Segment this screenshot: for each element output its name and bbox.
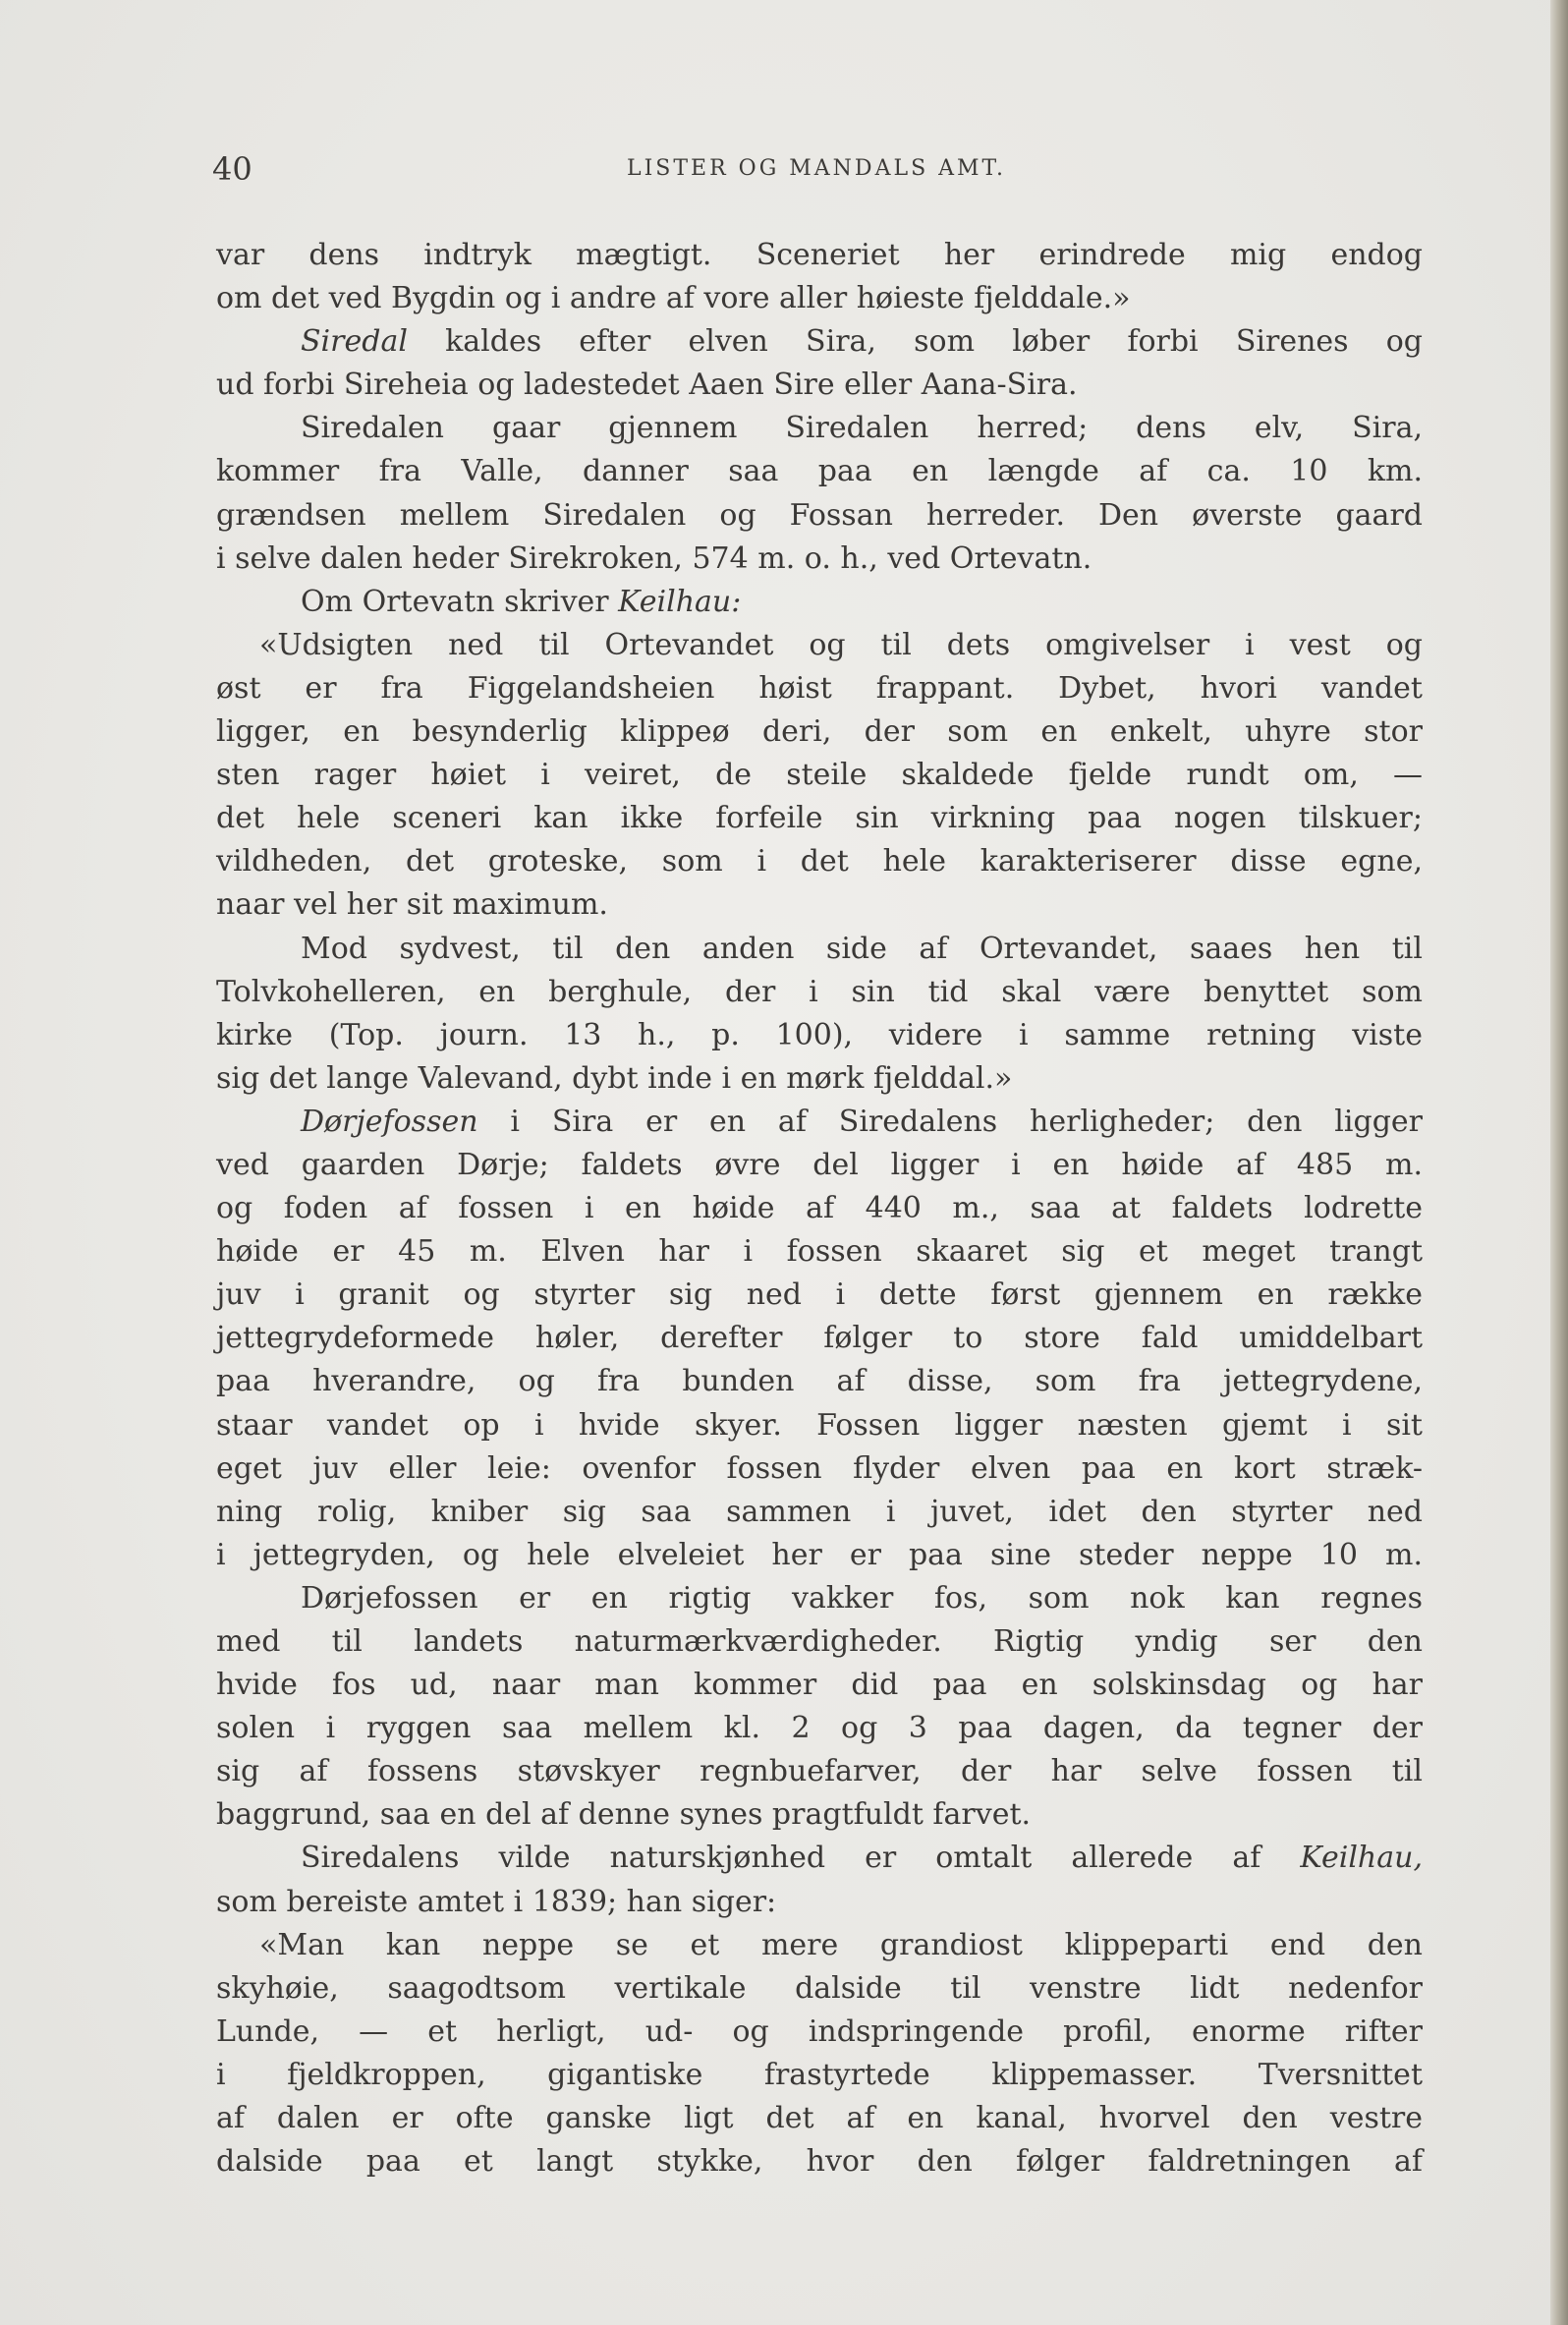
text-line: [216, 883, 1423, 927]
line-text: i Sira er en af Siredalens herligheder; den ligger: [477, 1104, 1423, 1139]
text-line: [216, 407, 1423, 450]
text-line: [216, 1837, 1423, 1880]
line-text: naar vel her sit maximum.: [216, 887, 608, 923]
text-line: [216, 840, 1423, 883]
line-text: som bereiste amtet i 1839; han siger:: [216, 1884, 777, 1919]
body-text: [216, 234, 1423, 2183]
text-line: [216, 1620, 1423, 1664]
text-line: [216, 234, 1423, 277]
text-line: [216, 1924, 1423, 1967]
line-text: Dørjefossen er en rigtig vakker fos, som nok kan regnes: [301, 1580, 1423, 1616]
line-text: jettegrydeformede høler, derefter følger to store fald umiddelbart: [216, 1321, 1423, 1356]
italic-term: Siredal: [301, 324, 408, 360]
line-text: ved gaarden Dørje; faldets øvre del ligger i en høide af 485 m.: [216, 1147, 1423, 1182]
page-edge: [1550, 0, 1568, 2325]
text-line: [216, 1793, 1423, 1837]
line-text: solen i ryggen saa mellem kl. 2 og 3 paa dagen, da tegner der: [216, 1711, 1423, 1746]
italic-author: Keilhau,: [1300, 1841, 1423, 1876]
text-line: [216, 581, 1423, 624]
line-text: det hele sceneri kan ikke forfeile sin virkning paa nogen tilskuer;: [216, 801, 1423, 836]
line-text: vildheden, det groteske, som i det hele karakteriserer disse egne,: [216, 844, 1423, 879]
line-text: baggrund, saa en del af denne synes pragtfuldt farvet.: [216, 1797, 1032, 1833]
text-line: [216, 364, 1423, 407]
text-line: [216, 1317, 1423, 1360]
text-line: [216, 1360, 1423, 1403]
line-text: i jettegryden, og hele elveleiet her er paa sine steder neppe 10 m.: [216, 1537, 1423, 1572]
text-line: [216, 1491, 1423, 1534]
line-text: eget juv eller leie: ovenfor fossen flyder elven paa en kort stræk-: [216, 1450, 1423, 1486]
text-line: [216, 667, 1423, 710]
text-line: [216, 2140, 1423, 2183]
line-text: Om Ortevatn skriver: [301, 584, 619, 619]
text-line: [216, 1404, 1423, 1447]
line-text: med til landets naturmærkværdigheder. Rigtig yndig ser den: [216, 1624, 1423, 1659]
line-text: i fjeldkroppen, gigantiske frastyrtede klippemasser. Tversnittet: [216, 2057, 1423, 2092]
line-text: af dalen er ofte ganske ligt det af en kanal, hvorvel den vestre: [216, 2101, 1423, 2136]
line-text: staar vandet op i hvide skyer. Fossen ligger næsten gjemt i sit: [216, 1407, 1423, 1443]
text-line: [216, 1057, 1423, 1101]
text-line: [216, 1967, 1423, 2011]
line-text: skyhøie, saagodtsom vertikale dalside til venstre lidt nedenfor: [216, 1970, 1423, 2006]
line-text: ud forbi Sireheia og ladestedet Aaen Sire eller Aana-Sira.: [216, 368, 1078, 403]
line-text: høide er 45 m. Elven har i fossen skaaret sig et meget trangt: [216, 1234, 1423, 1270]
line-text: og foden af fossen i en høide af 440 m., saa at faldets lodrette: [216, 1191, 1423, 1226]
text-line: [216, 1664, 1423, 1707]
text-line: [216, 754, 1423, 797]
text-line: [216, 1101, 1423, 1144]
page-header: [212, 150, 1421, 199]
running-title: LISTER OG MANDALS AMT.: [627, 156, 1006, 181]
text-line: [216, 1750, 1423, 1793]
line-text: Siredalen gaar gjennem Siredalen herred; dens elv, Sira,: [301, 411, 1423, 446]
page-number: 40: [212, 150, 252, 188]
line-text: Tolvkohelleren, en berghule, der i sin tid skal være benyttet som: [216, 974, 1423, 1009]
line-text: ligger, en besynderlig klippeø deri, der som en enkelt, uhyre stor: [216, 714, 1423, 750]
text-line: [216, 1447, 1423, 1491]
text-line: [216, 928, 1423, 971]
line-text: juv i granit og styrter sig ned i dette først gjennem en række: [216, 1277, 1423, 1313]
line-text: Lunde, — et herligt, ud- og indspringende profil, enorme rifter: [216, 2013, 1423, 2049]
text-line: [216, 1707, 1423, 1750]
text-line: [216, 1577, 1423, 1620]
line-text: «Man kan neppe se et mere grandiost klippeparti end den: [259, 1927, 1423, 1962]
text-line: [216, 710, 1423, 754]
text-line: [216, 1187, 1423, 1230]
text-line: [216, 1144, 1423, 1187]
italic-author: Keilhau:: [618, 584, 742, 619]
text-line: [216, 624, 1423, 667]
line-text: hvide fos ud, naar man kommer did paa en solskinsdag og har: [216, 1668, 1423, 1703]
text-line: [216, 971, 1423, 1014]
text-line: [216, 1230, 1423, 1274]
line-text: Siredalens vilde naturskjønhed er omtalt allerede af: [301, 1841, 1301, 1876]
text-line: [216, 538, 1423, 581]
line-text: Mod sydvest, til den anden side af Ortevandet, saaes hen til: [301, 931, 1423, 966]
text-line: [216, 1881, 1423, 1924]
text-line: [216, 1534, 1423, 1577]
text-line: [216, 320, 1423, 364]
line-text: sig af fossens støvskyer regnbuefarver, der har selve fossen til: [216, 1754, 1423, 1789]
line-text: ning rolig, kniber sig saa sammen i juvet, idet den styrter ned: [216, 1494, 1423, 1529]
line-text: var dens indtryk mægtigt. Sceneriet her erindrede mig endog: [216, 238, 1423, 272]
line-text: kirke (Top. journ. 13 h., p. 100), videre i samme retning viste: [216, 1017, 1423, 1052]
text-line: [216, 2054, 1423, 2097]
line-text: kaldes efter elven Sira, som løber forbi Sirenes og: [407, 324, 1423, 360]
text-line: [216, 494, 1423, 538]
line-text: paa hverandre, og fra bunden af disse, som fra jettegrydene,: [216, 1364, 1423, 1399]
text-line: [216, 2011, 1423, 2054]
italic-term: Dørjefossen: [301, 1104, 478, 1139]
line-text: øst er fra Figgelandsheien høist frappant. Dybet, hvori vandet: [216, 670, 1423, 706]
line-text: om det ved Bygdin og i andre af vore aller høieste fjelddale.»: [216, 281, 1131, 316]
text-line: [216, 797, 1423, 840]
text-line: [216, 450, 1423, 493]
line-text: sten rager høiet i veiret, de steile skaldede fjelde rundt om, —: [216, 758, 1423, 793]
line-text: sig det lange Valevand, dybt inde i en mørk fjelddal.»: [216, 1060, 1013, 1096]
text-line: [216, 2097, 1423, 2140]
line-text: i selve dalen heder Sirekroken, 574 m. o. h., ved Ortevatn.: [216, 540, 1092, 576]
line-text: grændsen mellem Siredalen og Fossan herreder. Den øverste gaard: [216, 497, 1423, 533]
line-text: «Udsigten ned til Ortevandet og til dets omgivelser i vest og: [259, 627, 1423, 662]
text-line: [216, 277, 1423, 320]
text-line: [216, 1274, 1423, 1317]
line-text: kommer fra Valle, danner saa paa en længde af ca. 10 km.: [216, 454, 1423, 489]
text-line: [216, 1014, 1423, 1057]
line-text: dalside paa et langt stykke, hvor den følger faldretningen af: [216, 2144, 1423, 2180]
